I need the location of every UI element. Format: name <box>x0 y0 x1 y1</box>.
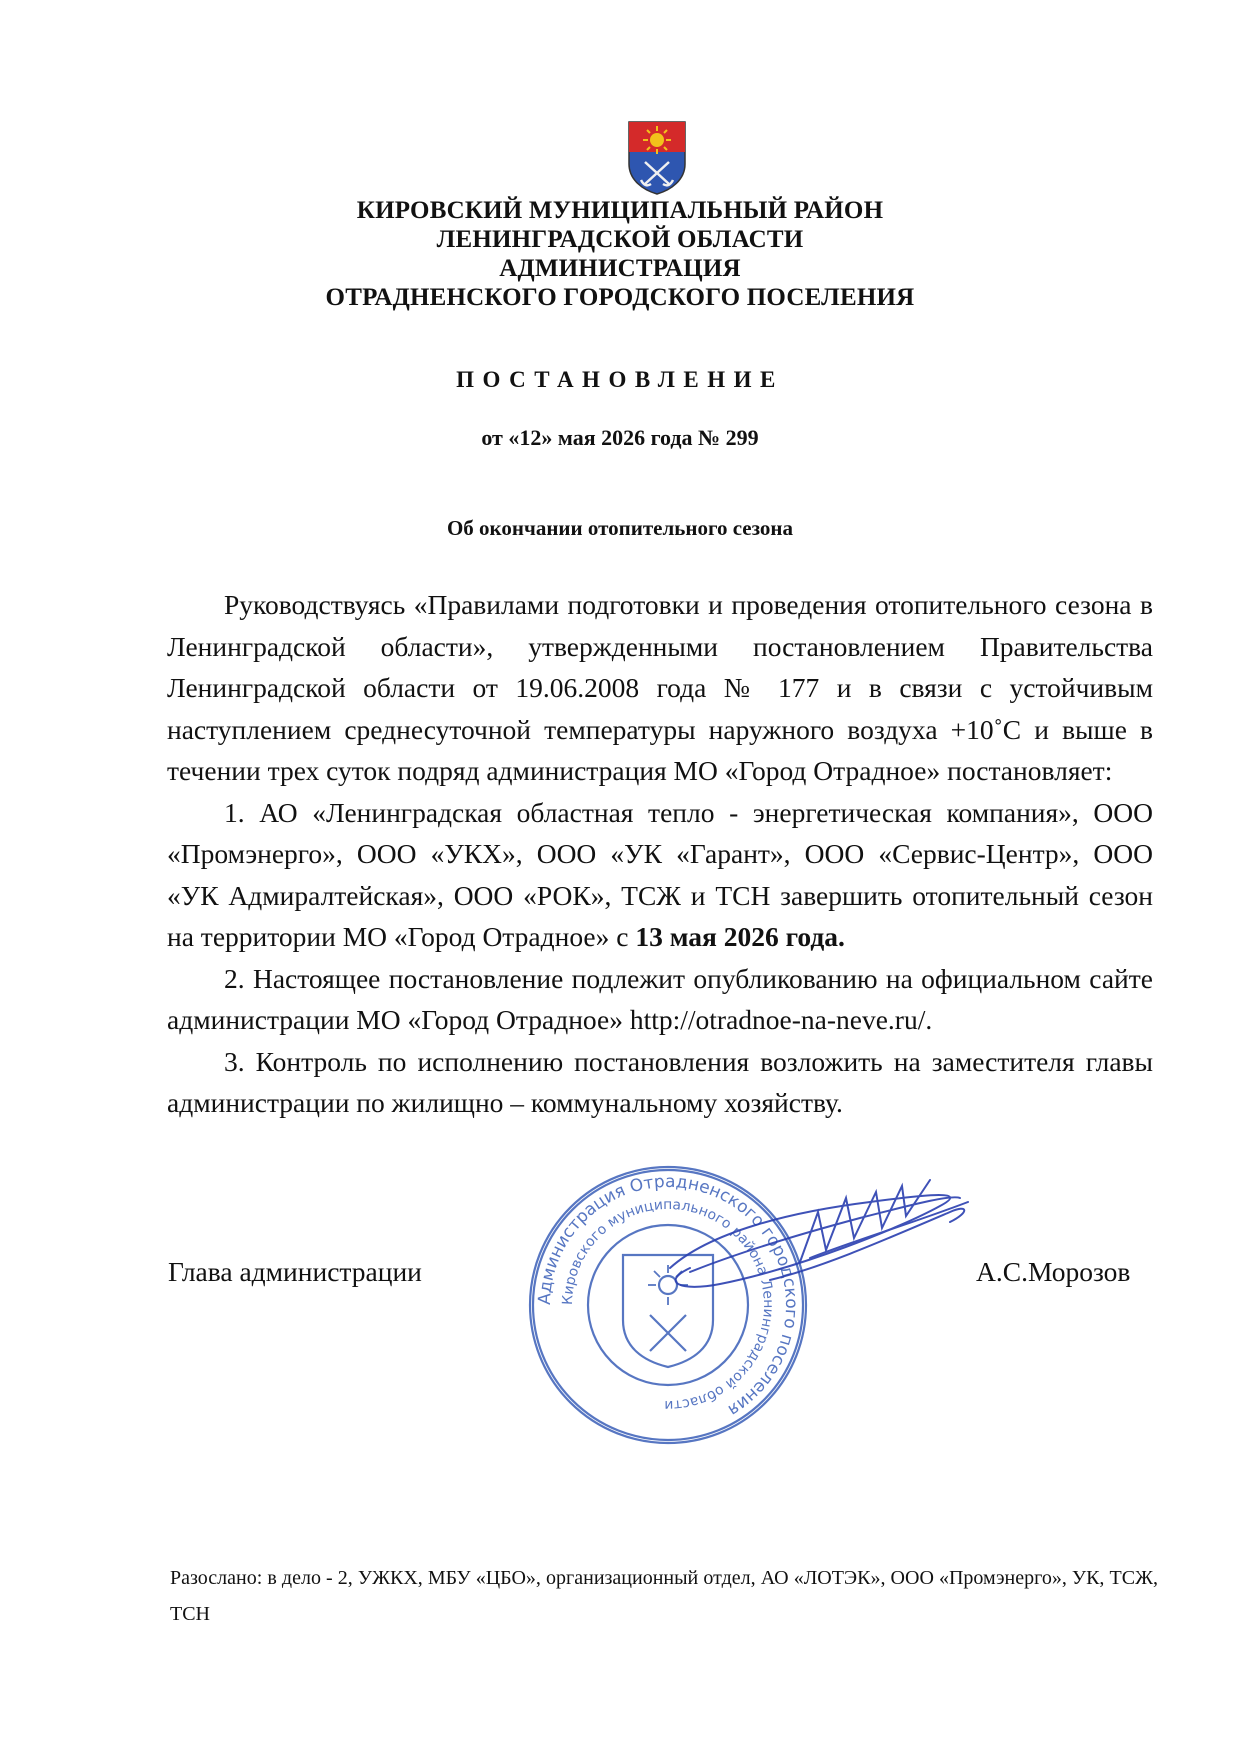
decree-date-number: от «12» мая 2026 года № 299 <box>481 425 759 450</box>
organization-header <box>0 196 1240 312</box>
decree-title: ПОСТАНОВЛЕНИЕ <box>456 367 784 392</box>
handwritten-signature-icon <box>650 1172 980 1312</box>
distribution-list: Разослано: в дело - 2, УЖКХ, МБУ «ЦБО», организационный отдел, АО «ЛОТЭК», ООО «Промэнерго», УК, ТСЖ, ТСН <box>170 1567 1158 1625</box>
stamp-inner-text: Кировского муниципального района Ленинградской области <box>559 1196 777 1414</box>
decree-body <box>167 584 1153 1124</box>
item-1 <box>167 792 1153 958</box>
coat-of-arms-icon <box>625 118 689 196</box>
intro-paragraph: Руководствуясь «Правилами подготовки и проведения отопительного сезона в Ленинградской области», утвержденными постановлением Правительства Ленинградской области от 19.06.2008 года № 177 и в связи с устойчивым наступлением среднесуточной температуры наружного воздуха +10˚С и выше в течении трех суток подряд администрация МО «Город Отрадное» постановляет: <box>167 589 1153 786</box>
header-line: ОТРАДНЕНСКОГО ГОРОДСКОГО ПОСЕЛЕНИЯ <box>325 284 915 311</box>
signatory-position: Глава администрации <box>168 1256 422 1287</box>
item-1-date: 13 мая 2026 года. <box>635 921 845 952</box>
header-line: ЛЕНИНГРАДСКОЙ ОБЛАСТИ <box>436 226 804 253</box>
item-2: 2. Настоящее постановление подлежит опубликованию на официальном сайте администрации МО «Город Отрадное» http://otradnoe-na-neve.ru/. <box>167 962 1153 1035</box>
decree-subject: Об окончании отопительного сезона <box>446 516 794 540</box>
item-1-text: 1. АО «Ленинградская областная тепло - энергетическая компания», ООО «Промэнерго», ООО «УКХ», ООО «УК «Гарант», ООО «Сервис-Центр», ООО «УК Адмиралтейская», ООО «РОК», ТСЖ и ТСН завершить отопительный сезон на территории МО «Город Отрадное» с <box>167 796 1153 952</box>
header-line: АДМИНИСТРАЦИЯ <box>499 255 741 282</box>
item-3: 3. Контроль по исполнению постановления возложить на заместителя главы администрации по жилищно – коммунальному хозяйству. <box>167 1045 1153 1118</box>
header-line: КИРОВСКИЙ МУНИЦИПАЛЬНЫЙ РАЙОН <box>356 197 884 224</box>
stamp-outer-text: Администрация Отрадненского городского поселения <box>534 1171 802 1421</box>
signatory-name: А.С.Морозов <box>976 1256 1131 1287</box>
